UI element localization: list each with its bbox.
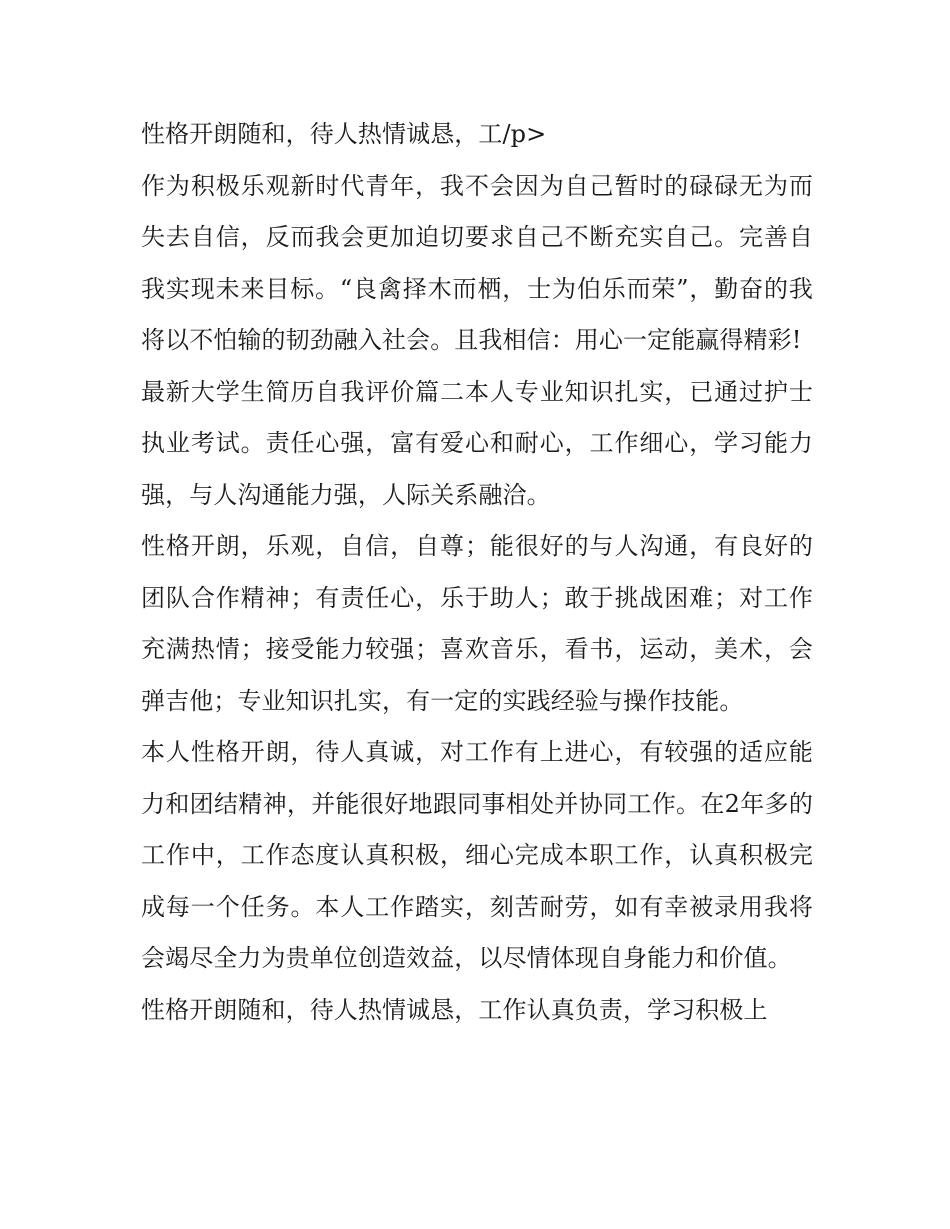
document-body	[141, 109, 813, 1036]
paragraph-2: 作为积极乐观新时代青年，我不会因为自己暂时的碌碌无为而失去自信，反而我会更加迫切要求自己不断充实自己。完善自我实现未来目标。“良禽择木而栖，士为伯乐而荣”，勤奋的我将以不怕输的韧劲融入社会。且我相信：用心一定能赢得精彩!	[141, 171, 813, 354]
paragraph-6: 性格开朗随和，待人热情诚恳，工作认真负责，学习积极上	[141, 995, 768, 1024]
paragraph-5: 本人性格开朗，待人真诚，对工作有上进心，有较强的适应能力和团结精神，并能很好地跟同事相处并协同工作。在2年多的工作中，工作态度认真积极，细心完成本职工作，认真积极完成每一个任务。本人工作踏实，刻苦耐劳，如有幸被录用我将会竭尽全力为贵单位创造效益，以尽情体现自身能力和价值。	[141, 738, 813, 972]
paragraph-1: 性格开朗随和，待人热情诚恳，工/p>	[141, 120, 547, 148]
paragraph-4: 性格开朗，乐观，自信，自尊；能很好的与人沟通，有良好的团队合作精神；有责任心，乐于助人；敢于挑战困难；对工作充满热情；接受能力较强；喜欢音乐，看书，运动，美术，会弹吉他；专业知识扎实，有一定的实践经验与操作技能。	[141, 532, 813, 715]
paragraph-3: 最新大学生简历自我评价篇二本人专业知识扎实，已通过护士执业考试。责任心强，富有爱心和耐心，工作细心，学习能力强，与人沟通能力强，人际关系融洽。	[141, 377, 813, 509]
